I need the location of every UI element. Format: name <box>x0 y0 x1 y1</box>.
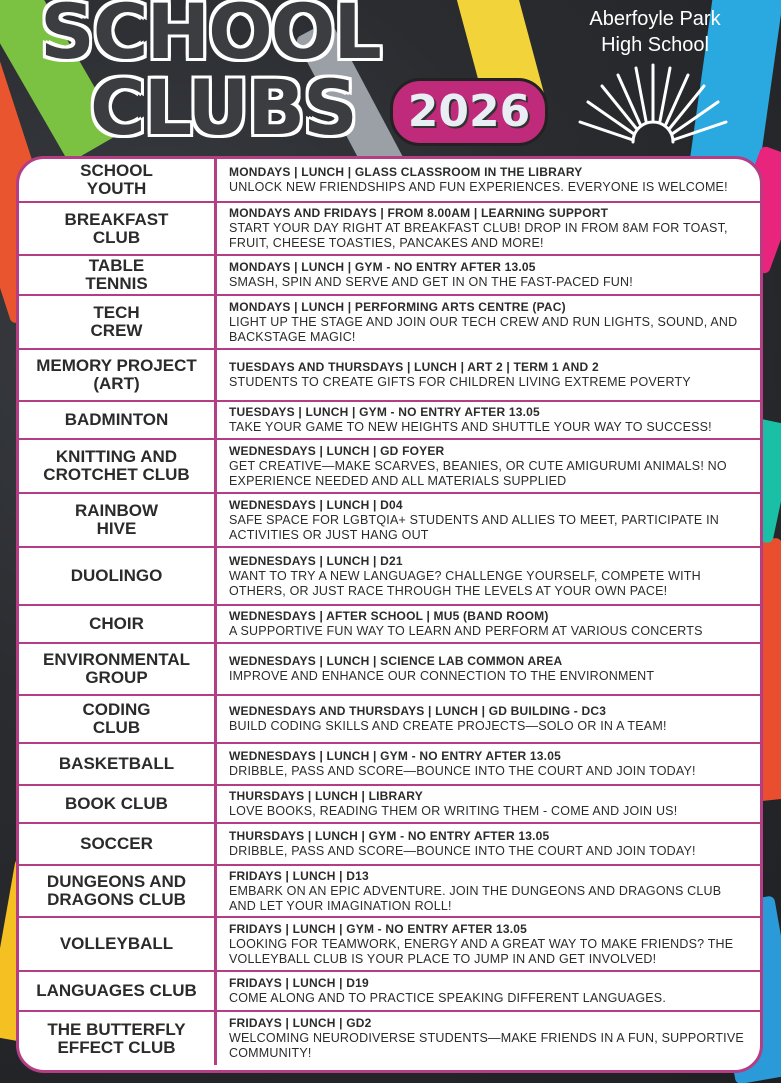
club-details <box>217 744 760 784</box>
club-name: SCHOOL YOUTH <box>19 159 217 201</box>
club-row <box>19 494 760 548</box>
club-schedule: WEDNESDAYS | LUNCH | D21 <box>229 553 403 568</box>
club-schedule: MONDAYS | LUNCH | PERFORMING ARTS CENTRE (PAC) <box>229 299 566 314</box>
club-name: SOCCER <box>19 824 217 864</box>
club-details <box>217 644 760 694</box>
school-name: Aberfoyle Park High School <box>589 8 721 56</box>
club-details <box>217 696 760 742</box>
club-row <box>19 296 760 350</box>
club-details <box>217 824 760 864</box>
club-name: CHOIR <box>19 606 217 642</box>
club-schedule: FRIDAYS | LUNCH | D19 <box>229 976 369 990</box>
club-name: RAINBOW HIVE <box>19 494 217 546</box>
club-details <box>217 402 760 438</box>
club-schedule: WEDNESDAYS AND THURSDAYS | LUNCH | GD BUILDING - DC3 <box>229 704 607 718</box>
club-name: CODING CLUB <box>19 696 217 742</box>
club-schedule: FRIDAYS | LUNCH | D13 <box>229 868 369 883</box>
club-schedule: MONDAYS AND FRIDAYS | FROM 8.00AM | LEARNING SUPPORT <box>229 206 609 220</box>
club-details <box>217 972 760 1010</box>
club-schedule: WEDNESDAYS | LUNCH | D04 <box>229 497 403 512</box>
club-details <box>217 256 760 294</box>
club-description: LIGHT UP THE STAGE AND JOIN OUR TECH CREW AND RUN LIGHTS, SOUND, AND BACKSTAGE MAGIC! <box>229 314 738 344</box>
sunburst-logo-icon <box>578 60 728 150</box>
club-row <box>19 786 760 824</box>
club-name: BASKETBALL <box>19 744 217 784</box>
club-description: SAFE SPACE FOR LGBTQIA+ STUDENTS AND ALLIES TO MEET, PARTICIPATE IN ACTIVITIES OR JUST HANG OUT <box>229 512 720 542</box>
club-description: EMBARK ON AN EPIC ADVENTURE. JOIN THE DUNGEONS AND DRAGONS CLUB AND LET YOUR IMAGINATION ROLL! <box>229 883 722 913</box>
club-name: BREAKFAST CLUB <box>19 203 217 254</box>
club-description: SMASH, SPIN AND SERVE AND GET IN ON THE FAST-PACED FUN! <box>229 275 633 289</box>
club-row <box>19 866 760 918</box>
club-row <box>19 606 760 644</box>
title-line-2: CLUBS <box>90 63 356 152</box>
club-name: DUOLINGO <box>19 548 217 604</box>
club-name: TABLE TENNIS <box>19 256 217 294</box>
title-line-1: SCHOOL <box>40 0 380 76</box>
club-details <box>217 440 760 492</box>
club-schedule: TUESDAYS AND THURSDAYS | LUNCH | ART 2 | TERM 1 AND 2 <box>229 360 599 374</box>
club-details <box>217 350 760 400</box>
club-schedule: MONDAYS | LUNCH | GYM - NO ENTRY AFTER 13.05 <box>229 260 536 274</box>
club-schedule: WEDNESDAYS | LUNCH | GYM - NO ENTRY AFTER 13.05 <box>229 749 561 763</box>
club-row <box>19 256 760 296</box>
club-row <box>19 972 760 1012</box>
year-badge: 2026 <box>390 78 548 146</box>
club-details <box>217 548 760 604</box>
club-row <box>19 203 760 256</box>
club-name: BOOK CLUB <box>19 786 217 822</box>
club-name: LANGUAGES CLUB <box>19 972 217 1010</box>
club-schedule: FRIDAYS | LUNCH | GYM - NO ENTRY AFTER 13.05 <box>229 921 528 936</box>
club-details <box>217 918 760 970</box>
club-name: TECH CREW <box>19 296 217 348</box>
club-schedule: TUESDAYS | LUNCH | GYM - NO ENTRY AFTER 13.05 <box>229 405 540 419</box>
club-schedule: THURSDAYS | LUNCH | GYM - NO ENTRY AFTER 13.05 <box>229 829 550 843</box>
club-row <box>19 744 760 786</box>
club-name: BADMINTON <box>19 402 217 438</box>
club-description: LOVE BOOKS, READING THEM OR WRITING THEM - COME AND JOIN US! <box>229 804 678 818</box>
club-description: IMPROVE AND ENHANCE OUR CONNECTION TO THE ENVIRONMENT <box>229 669 655 683</box>
club-description: UNLOCK NEW FRIENDSHIPS AND FUN EXPERIENCES. EVERYONE IS WELCOME! <box>229 180 728 194</box>
club-details <box>217 159 760 201</box>
club-description: GET CREATIVE—MAKE SCARVES, BEANIES, OR CUTE AMIGURUMI ANIMALS! NO EXPERIENCE NEEDED AND ALL MATERIALS SUPPLIED <box>229 458 727 488</box>
club-description: LOOKING FOR TEAMWORK, ENERGY AND A GREAT WAY TO MAKE FRIENDS? THE VOLLEYBALL CLUB IS YOUR PLACE TO JUMP IN AND GET INVOLVED! <box>229 936 734 966</box>
club-row <box>19 402 760 440</box>
page-title <box>40 0 380 152</box>
club-row <box>19 159 760 203</box>
club-description: DRIBBLE, PASS AND SCORE—BOUNCE INTO THE COURT AND JOIN TODAY! <box>229 764 696 778</box>
club-name: KNITTING AND CROTCHET CLUB <box>19 440 217 492</box>
club-row <box>19 548 760 606</box>
club-name: VOLLEYBALL <box>19 918 217 970</box>
club-details <box>217 296 760 348</box>
clubs-table <box>16 156 763 1073</box>
club-description: COME ALONG AND TO PRACTICE SPEAKING DIFFERENT LANGUAGES. <box>229 991 666 1005</box>
club-details <box>217 786 760 822</box>
club-schedule: WEDNESDAYS | LUNCH | SCIENCE LAB COMMON AREA <box>229 654 563 668</box>
club-schedule: THURSDAYS | LUNCH | LIBRARY <box>229 789 423 803</box>
club-row <box>19 1012 760 1065</box>
club-details <box>217 203 760 254</box>
club-schedule: WEDNESDAYS | LUNCH | GD FOYER <box>229 443 445 458</box>
club-row <box>19 440 760 494</box>
club-description: A SUPPORTIVE FUN WAY TO LEARN AND PERFORM AT VARIOUS CONCERTS <box>229 624 703 638</box>
club-row <box>19 350 760 402</box>
club-description: START YOUR DAY RIGHT AT BREAKFAST CLUB! DROP IN FROM 8AM FOR TOAST, FRUIT, CHEESE TOASTIES, PANCAKES AND MORE! <box>229 221 728 250</box>
club-description: BUILD CODING SKILLS AND CREATE PROJECTS—SOLO OR IN A TEAM! <box>229 719 667 733</box>
club-description: STUDENTS TO CREATE GIFTS FOR CHILDREN LIVING EXTREME POVERTY <box>229 375 691 389</box>
club-details <box>217 606 760 642</box>
club-name: ENVIRONMENTAL GROUP <box>19 644 217 694</box>
club-row <box>19 644 760 696</box>
club-row <box>19 824 760 866</box>
club-details <box>217 494 760 546</box>
club-details <box>217 1012 760 1065</box>
club-description: WANT TO TRY A NEW LANGUAGE? CHALLENGE YOURSELF, COMPETE WITH OTHERS, OR JUST RACE THROUGH THE LEVELS AT YOUR OWN PACE! <box>229 568 701 598</box>
club-row <box>19 696 760 744</box>
club-description: TAKE YOUR GAME TO NEW HEIGHTS AND SHUTTLE YOUR WAY TO SUCCESS! <box>229 420 712 434</box>
club-details <box>217 866 760 916</box>
club-name: THE BUTTERFLY EFFECT CLUB <box>19 1012 217 1065</box>
club-description: DRIBBLE, PASS AND SCORE—BOUNCE INTO THE COURT AND JOIN TODAY! <box>229 844 696 858</box>
club-schedule: FRIDAYS | LUNCH | GD2 <box>229 1016 372 1030</box>
club-name: MEMORY PROJECT (ART) <box>19 350 217 400</box>
club-description: WELCOMING NEURODIVERSE STUDENTS—MAKE FRIENDS IN A FUN, SUPPORTIVE COMMUNITY! <box>229 1031 744 1060</box>
club-name: DUNGEONS AND DRAGONS CLUB <box>19 866 217 916</box>
club-row <box>19 918 760 972</box>
club-schedule: WEDNESDAYS | AFTER SCHOOL | MU5 (BAND ROOM) <box>229 609 549 623</box>
club-schedule: MONDAYS | LUNCH | GLASS CLASSROOM IN THE LIBRARY <box>229 165 583 179</box>
